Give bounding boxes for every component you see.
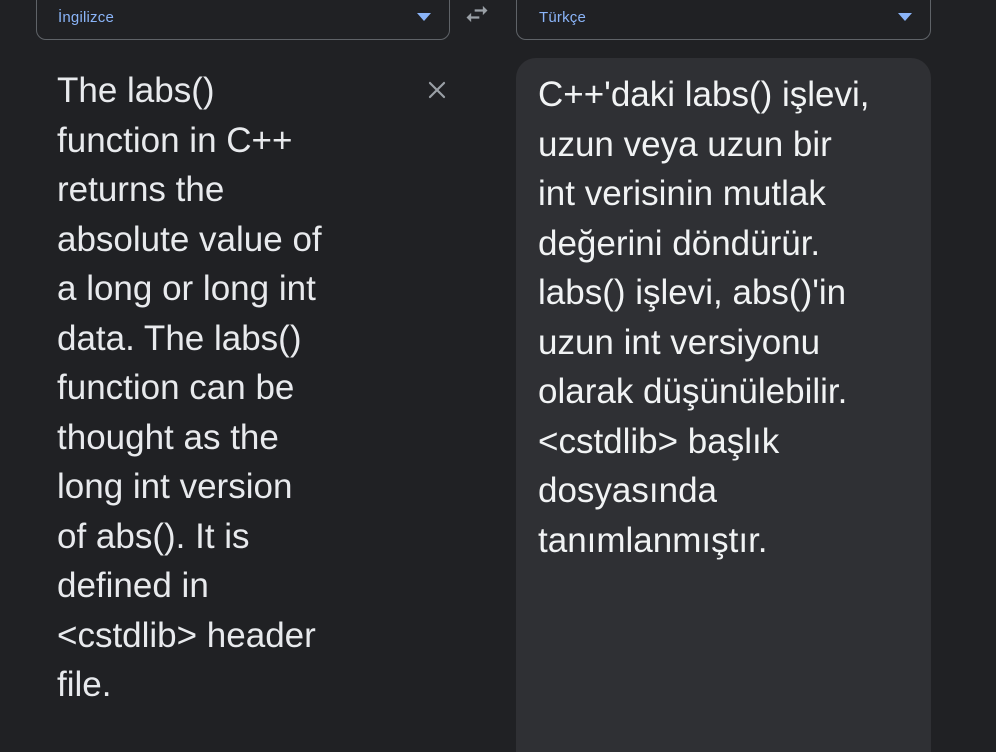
arrow-drop-down-icon — [417, 13, 431, 21]
clear-source-button[interactable] — [422, 75, 452, 105]
swap-languages-button[interactable] — [455, 0, 499, 36]
source-text-input[interactable]: The labs() function in C++ returns the absolute value of a long or long int data. The labs() function can be thought as the long int version of abs(). It is defined in <cstdlib> header file. — [57, 71, 322, 704]
arrow-drop-down-icon — [898, 13, 912, 21]
translation-panel — [516, 58, 931, 752]
target-language-label: Türkçe — [539, 8, 587, 26]
source-language-dropdown[interactable] — [36, 0, 450, 40]
translated-text: C++'daki labs() işlevi, uzun veya uzun bir int verisinin mutlak değerini döndürür. labs() işlevi, abs()'in uzun int versiyonu olarak düşünülebilir. <cstdlib> başlık dosyasında tanımlanmıştır. — [538, 75, 870, 560]
target-language-dropdown[interactable] — [516, 0, 931, 40]
source-language-label: İngilizce — [58, 8, 114, 26]
close-icon — [424, 77, 450, 103]
swap-horizontal-icon — [463, 0, 491, 28]
